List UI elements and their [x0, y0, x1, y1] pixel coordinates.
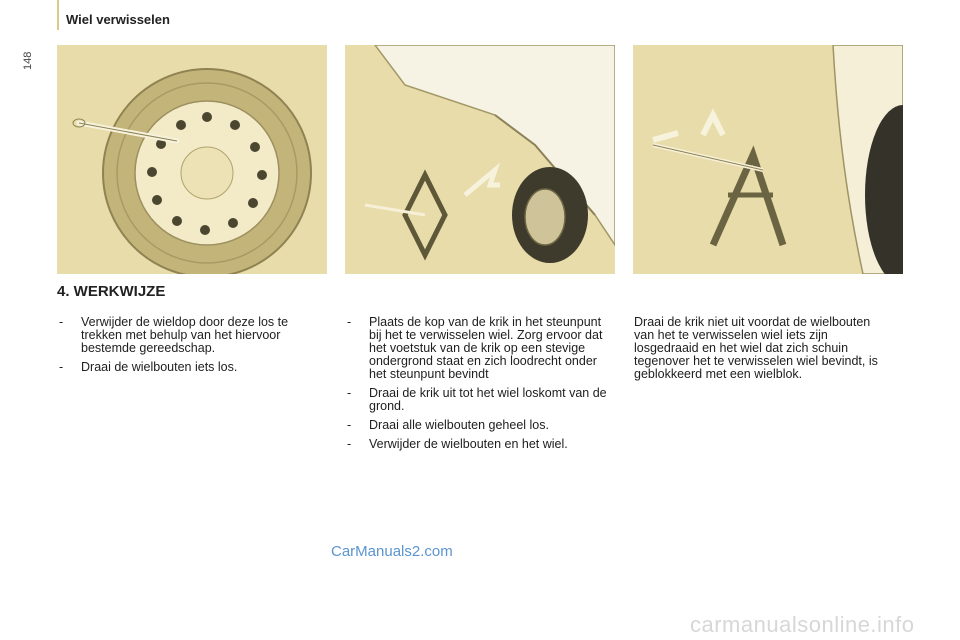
step-dash: - — [347, 386, 352, 400]
step-text: Draai de krik uit tot het wiel loskomt van de grond. — [369, 386, 607, 413]
step-item — [345, 316, 615, 381]
illustration-jack-position — [345, 45, 615, 274]
step-dash: - — [347, 315, 352, 329]
step-dash: - — [59, 315, 64, 329]
page-header-title: Wiel verwisselen — [66, 12, 170, 27]
warning-note: Draai de krik niet uit voordat de wielbouten van het te verwisselen wiel iets zijn losgedraaid en het wiel dat zich schuin tegenover het te verwisselen wiel bevindt, is geblokkeerd met een wielblok. — [634, 315, 878, 381]
step-text: Verwijder de wielbouten en het wiel. — [369, 437, 568, 451]
header-accent-line — [57, 0, 59, 30]
step-text: Draai de wielbouten iets los. — [81, 360, 238, 374]
section-title: 4. WERKWIJZE — [57, 283, 166, 300]
instructions-column-2 — [345, 316, 615, 457]
illustration-wheel-cap-removal — [57, 45, 327, 274]
step-item — [345, 387, 615, 413]
step-item — [345, 419, 615, 432]
instructions-column-1 — [57, 316, 317, 380]
step-item — [57, 316, 317, 355]
watermark-carmanualsonline: carmanualsonline.info — [690, 612, 915, 637]
step-item — [57, 361, 317, 374]
illustration-jack-lifting — [633, 45, 903, 274]
step-dash: - — [347, 437, 352, 451]
page-number: 148 — [22, 51, 34, 70]
step-text: Draai alle wielbouten geheel los. — [369, 418, 549, 432]
step-item — [345, 438, 615, 451]
watermark-carmanuals2[interactable]: CarManuals2.com — [331, 543, 453, 560]
step-text: Plaats de kop van de krik in het steunpunt bij het te verwisselen wiel. Zorg ervoor dat het voetstuk van de krik op een stevige ondergrond staat en zich loodrecht onder het steunpunt bevindt — [369, 315, 603, 381]
step-dash: - — [347, 418, 352, 432]
step-text: Verwijder de wieldop door deze los te trekken met behulp van het hiervoor bestemde gereedschap. — [81, 315, 289, 355]
instructions-column-3 — [634, 316, 884, 381]
step-dash: - — [59, 360, 64, 374]
